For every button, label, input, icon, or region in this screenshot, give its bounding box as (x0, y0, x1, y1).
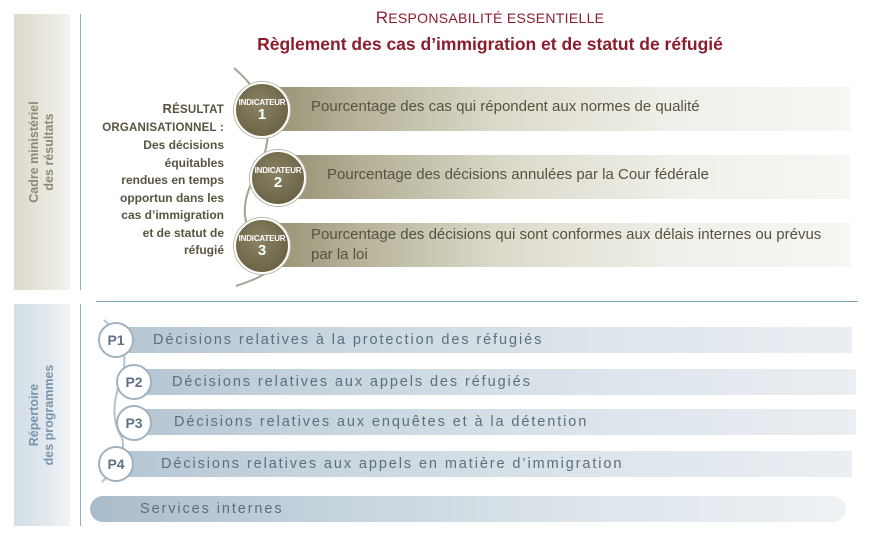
internal-services-text: Services internes (140, 501, 284, 517)
program-text-1: Décisions relatives à la protection des réfugiés (153, 332, 544, 348)
results-framework-label: Cadre ministériel des résultats (27, 101, 56, 203)
divider-top (80, 14, 81, 290)
departmental-result: RÉSULTAT ORGANISATIONNEL : Des décisions équitables rendues en temps opportun dans les cas d’immigration et de statut de réfugié (102, 101, 224, 257)
program-text-4: Décisions relatives aux appels en matière d’immigration (161, 456, 624, 472)
program-text-3: Décisions relatives aux enquêtes et à la détention (174, 414, 589, 430)
indicator-badge-2: INDICATEUR 2 (250, 150, 306, 206)
program-text-2: Décisions relatives aux appels des réfugiés (172, 374, 532, 390)
program-badge-2: P2 (116, 364, 152, 400)
indicator-text-2: Pourcentage des décisions annulées par la Cour fédérale (327, 166, 709, 183)
results-framework-tab (14, 14, 70, 290)
indicator-text-1: Pourcentage des cas qui répondent aux normes de qualité (311, 98, 700, 115)
program-badge-3: P3 (116, 405, 152, 441)
indicator-badge-1: INDICATEUR 1 (234, 82, 290, 138)
program-inventory-label: Répertoire des programmes (27, 364, 56, 466)
section-divider (96, 301, 858, 302)
core-responsibility-title: Règlement des cas d’immigration et de statut de réfugié (257, 34, 723, 54)
indicator-text-3: Pourcentage des décisions qui sont conformes aux délais internes ou prévus par la loi (311, 226, 822, 263)
program-inventory-tab (14, 304, 70, 526)
program-badge-1: P1 (98, 322, 134, 358)
indicator-badge-3: INDICATEUR 3 (234, 218, 290, 274)
divider-bottom (80, 304, 81, 526)
core-responsibility-label: RESPONSABILITÉ ESSENTIELLE (375, 8, 605, 27)
program-badge-4: P4 (98, 446, 134, 482)
